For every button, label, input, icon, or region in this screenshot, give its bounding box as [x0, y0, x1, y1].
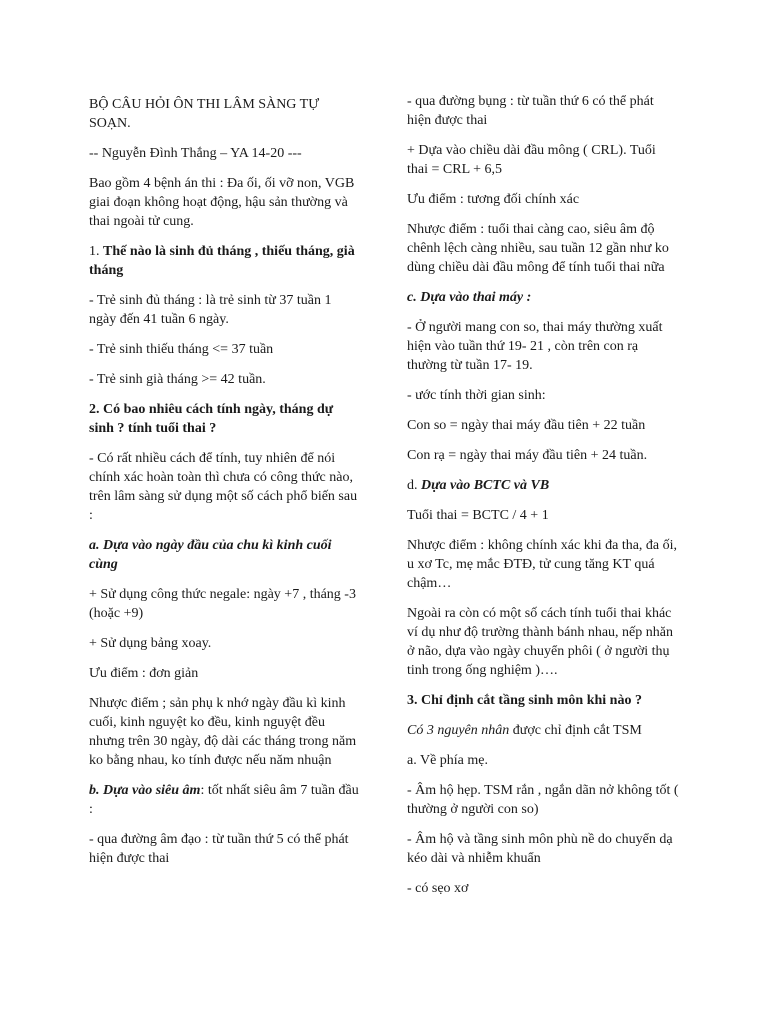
section-a-item-1: + Sử dụng công thức negale: ngày +7 , tháng -3 (hoặc +9) — [89, 587, 356, 621]
answer-1-line-3: - Trẻ sinh già tháng >= 42 tuần. — [89, 372, 266, 387]
answer-3-section-a: a. Về phía mẹ. — [407, 753, 488, 768]
section-d-title: Dựa vào BCTC và VB — [421, 478, 550, 493]
right-column — [407, 92, 679, 909]
section-a-advantage: Ưu điểm : đơn giản — [89, 666, 199, 681]
section-a-item-2: + Sử dụng bảng xoay. — [89, 636, 212, 651]
section-c-item-3: Con so = ngày thai máy đầu tiên + 22 tuần — [407, 418, 646, 433]
section-b-advantage: Ưu điểm : tương đối chính xác — [407, 192, 580, 207]
section-a-heading: a. Dựa vào ngày đầu của chu kì kinh cuối cùng — [89, 538, 332, 572]
answer-3-intro — [407, 721, 679, 740]
question-1-text: Thế nào là sinh đủ tháng , thiếu tháng, già tháng — [89, 244, 355, 278]
question-2: 2. Có bao nhiêu cách tính ngày, tháng dự sinh ? tính tuổi thai ? — [89, 402, 334, 436]
author-line: -- Nguyễn Đình Thắng – YA 14-20 --- — [89, 146, 302, 161]
answer-3-item-3: - có sẹo xơ — [407, 881, 469, 896]
section-d-heading — [407, 476, 679, 495]
answer-1-line-2: - Trẻ sinh thiếu tháng <= 37 tuần — [89, 342, 274, 357]
answer-3-item-1: - Âm hộ hẹp. TSM rắn , ngắn dãn nở không tốt ( thường ở người con so) — [407, 783, 679, 817]
section-d-disadvantage: Nhược điểm : không chính xác khi đa tha, đa ối, u xơ Tc, mẹ mắc ĐTĐ, tử cung tăng KT quá chậm… — [407, 538, 678, 591]
section-c-item-1: - Ở người mang con so, thai máy thường xuất hiện vào tuần thứ 19- 21 , còn trên con rạ thường từ tuần 17- 19. — [407, 320, 663, 373]
section-b-heading — [89, 781, 361, 819]
section-c-heading: c. Dựa vào thai máy : — [407, 290, 532, 305]
section-d-formula: Tuổi thai = BCTC / 4 + 1 — [407, 508, 549, 523]
section-c-item-4: Con rạ = ngày thai máy đầu tiên + 24 tuần. — [407, 448, 648, 463]
section-d-number: d. — [407, 478, 421, 493]
question-3: 3. Chỉ định cắt tầng sinh môn khi nào ? — [407, 693, 642, 708]
section-b-item-3: + Dựa vào chiều dài đầu mông ( CRL). Tuổi thai = CRL + 6,5 — [407, 143, 656, 177]
left-column — [89, 95, 361, 879]
section-b-item-2: - qua đường bụng : từ tuần thứ 6 có thể phát hiện được thai — [407, 94, 654, 128]
section-c-item-2: - ước tính thời gian sinh: — [407, 388, 546, 403]
section-b-item-1: - qua đường âm đạo : từ tuần thứ 5 có thể phát hiện được thai — [89, 832, 349, 866]
section-b-rest: : tốt nhất siêu âm 7 tuần đầu : — [89, 783, 359, 817]
other-methods-paragraph: Ngoài ra còn có một số cách tính tuổi thai khác ví dụ như độ trường thành bánh nhau, nếp nhăn ở não, dựa vào ngày chuyển phôi ( ở người thụ tinh trong ống nghiệm )…. — [407, 606, 673, 678]
section-b-title: b. Dựa vào siêu âm — [89, 783, 201, 798]
section-a-disadvantage: Nhược điểm ; sản phụ k nhớ ngày đầu kì kinh cuối, kinh nguyệt ko đều, kinh nguyệt đều nhưng trên 30 ngày, độ dài các tháng trong năm ko bằng nhau, ko tính được nếu năm nhuận — [89, 696, 357, 768]
question-1 — [89, 242, 361, 280]
answer-1-line-1: - Trẻ sinh đủ tháng : là trẻ sinh từ 37 tuần 1 ngày đến 41 tuần 6 ngày. — [89, 293, 332, 327]
section-b-disadvantage: Nhược điểm : tuổi thai càng cao, siêu âm độ chênh lệch càng nhiều, sau tuần 12 gần như ko dùng chiều dài đầu mông để tính tuổi thai nữa — [407, 222, 669, 275]
answer-3-item-2: - Âm hộ và tầng sinh môn phù nề do chuyển dạ kéo dài và nhiễm khuẩn — [407, 832, 673, 866]
document-title: BỘ CÂU HỎI ÔN THI LÂM SÀNG TỰ SOẠN. — [89, 97, 320, 131]
answer-2-intro: - Có rất nhiều cách để tính, tuy nhiên để nói chính xác hoàn toàn thì chưa có công thức nào, trên lâm sàng sử dụng một số cách phổ biến sau : — [89, 451, 358, 523]
answer-3-intro-rest: được chỉ định cắt TSM — [509, 723, 642, 738]
question-1-number: 1. — [89, 244, 103, 259]
intro-paragraph: Bao gồm 4 bệnh án thi : Đa ối, ối vỡ non, VGB giai đoạn không hoạt động, hậu sản thường và thai ngoài tử cung. — [89, 176, 355, 229]
answer-3-intro-italic: Có 3 nguyên nhân — [407, 723, 510, 738]
